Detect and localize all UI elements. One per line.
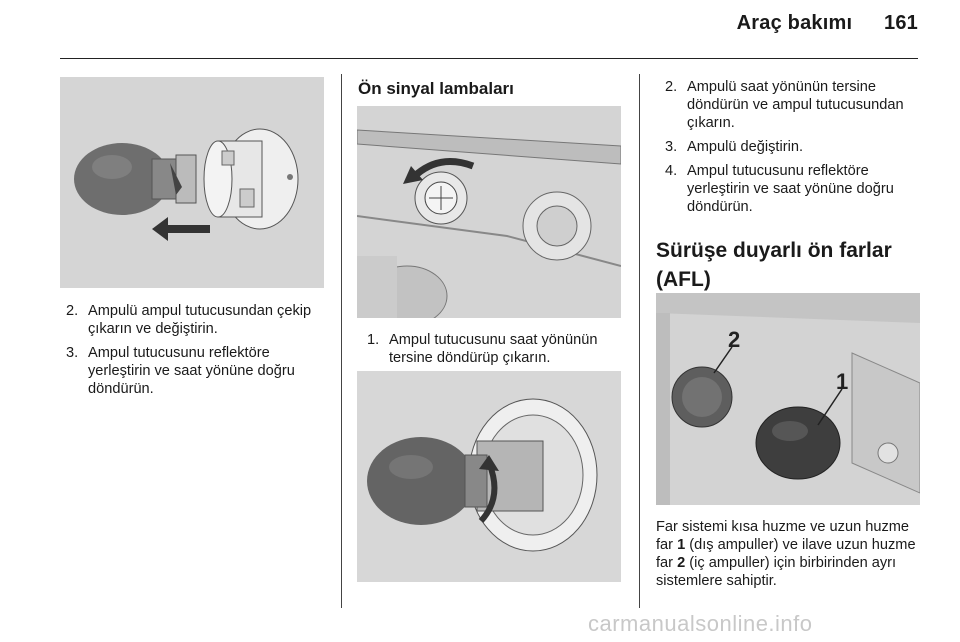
page-header [737,12,918,35]
column1-steps [66,302,328,404]
callout-label-2: 2 [728,327,741,352]
step-item [66,344,328,398]
section-title: Araç bakımı [736,12,853,34]
headlamp-housing-drawing [357,106,621,318]
step-text: Ampul tutucusunu reflektöre yerleştirin ve saat yönüne doğru döndürün. [88,345,295,397]
section-heading-afl: Sürüşe duyarlı ön farlar (AFL) [656,239,892,291]
afl-text-part: (dış ampuller) ve ilave uzun huzme far [656,537,916,571]
afl-headlamp-illustration [656,293,920,505]
callout-label-1: 1 [836,369,849,394]
section-heading-front-signal: Ön sinyal lambaları [358,79,514,98]
step-number: 2. [66,303,79,319]
step-number: 3. [665,139,678,155]
step-number: 4. [665,163,678,179]
page-number: 161 [884,12,918,34]
column3-steps [665,78,927,222]
header-divider [60,58,918,59]
afl-text-part: (iç ampuller) için birbirinden ayrı sistemlere sahiptir. [656,555,897,589]
column-divider-2 [639,74,640,608]
afl-ref-1: 1 [677,537,686,553]
step-text: Ampulü değiştirin. [687,139,803,155]
afl-description [656,518,920,590]
step-item [665,138,927,156]
afl-text-part: Far sistemi kısa huzme ve uzun huzme far [656,519,910,553]
afl-ref-2: 2 [677,555,686,571]
step-number: 2. [665,79,678,95]
afl-headlamp-drawing [656,293,920,505]
step-number: 3. [66,345,79,361]
bulb-holder-drawing [60,77,324,288]
signal-bulb-illustration [357,371,621,582]
watermark: carmanualsonline.info [588,611,813,636]
step-text: Ampul tutucusunu reflektöre yerleştirin ve saat yönüne doğru döndürün. [687,163,894,215]
step-item [665,162,927,216]
step-number: 1. [367,332,380,348]
step-text: Ampul tutucusunu saat yönünün tersine döndürüp çıkarın. [389,332,598,366]
column2-steps [367,331,629,373]
bulb-removal-illustration [60,77,324,288]
step-item [367,331,629,367]
step-text: Ampulü saat yönünün tersine döndürün ve ampul tutucusundan çıkarın. [687,79,904,131]
signal-bulb-drawing [357,371,621,582]
column-divider-1 [341,74,342,608]
step-item [66,302,328,338]
step-text: Ampulü ampul tutucusundan çekip çıkarın ve değiştirin. [88,303,312,337]
step-item [665,78,927,132]
front-signal-lamp-illustration [357,106,621,318]
